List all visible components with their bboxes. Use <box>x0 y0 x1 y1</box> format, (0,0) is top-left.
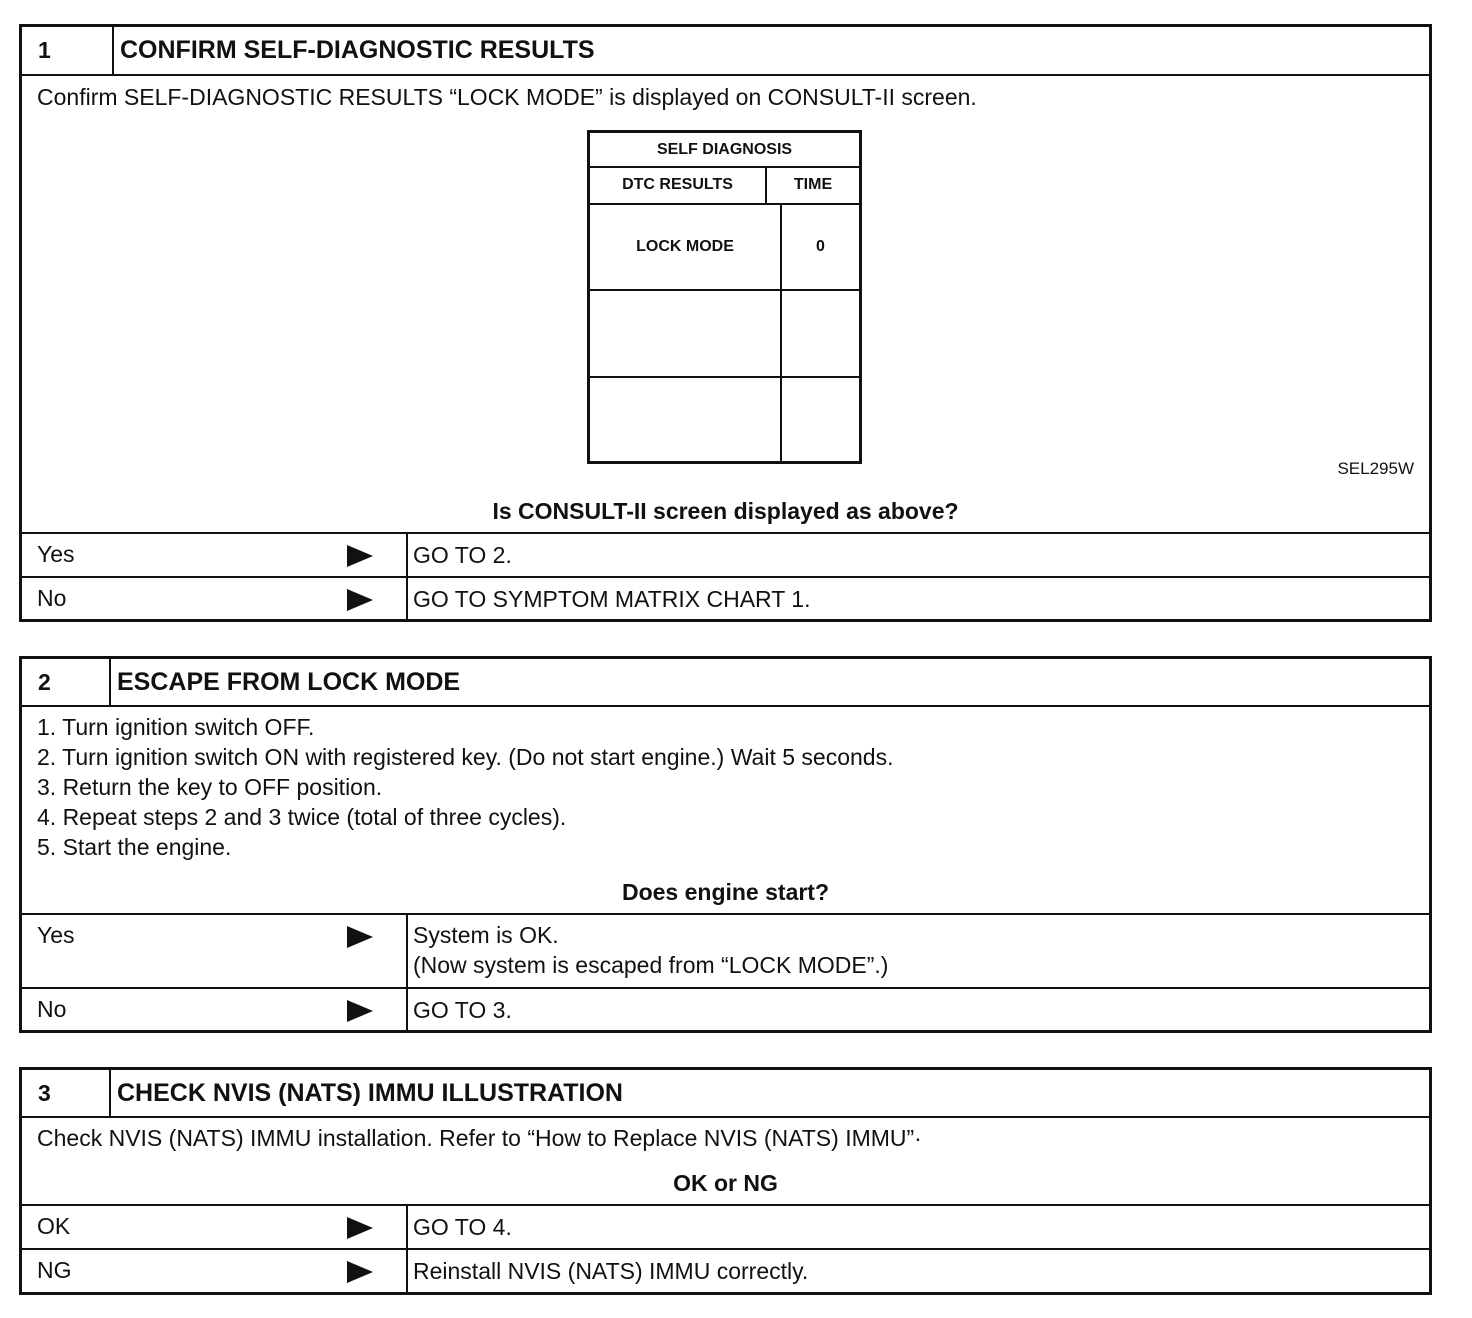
row-result <box>413 920 888 980</box>
row-divider <box>406 534 408 578</box>
result-row <box>22 1248 1429 1294</box>
step-question: Is CONSULT-II screen displayed as above? <box>492 498 959 524</box>
screen-divider <box>590 376 859 378</box>
procedure-step: 2. Turn ignition switch ON with registered key. (Do not start engine.) Wait 5 seconds. <box>37 744 894 770</box>
row-result-line: System is OK. <box>413 922 559 948</box>
row-label: No <box>37 585 67 611</box>
screen-time-value: 0 <box>816 238 825 255</box>
right-arrow-icon <box>347 589 373 611</box>
row-result-line: (Now system is escaped from “LOCK MODE”.) <box>413 952 889 978</box>
screen-result: LOCK MODE <box>636 238 734 255</box>
step-number: 1 <box>22 27 114 74</box>
row-result: GO TO 4. <box>413 1214 512 1240</box>
step-question: OK or NG <box>673 1170 778 1196</box>
step-title: CHECK NVIS (NATS) IMMU ILLUSTRATION <box>117 1078 623 1107</box>
right-arrow-icon <box>347 1217 373 1239</box>
screen-col-dtc: DTC RESULTS <box>622 175 733 193</box>
procedure-step: 5. Start the engine. <box>37 834 232 860</box>
row-result: Reinstall NVIS (NATS) IMMU correctly. <box>413 1258 809 1284</box>
row-divider <box>406 1206 408 1250</box>
step-instruction: Check NVIS (NATS) IMMU installation. Refer to “How to Replace NVIS (NATS) IMMU”· <box>37 1125 922 1151</box>
step-number: 3 <box>22 1070 111 1116</box>
row-label: OK <box>37 1213 71 1239</box>
step-instruction: Confirm SELF-DIAGNOSTIC RESULTS “LOCK MODE” is displayed on CONSULT-II screen. <box>37 84 977 110</box>
step-header <box>22 27 1429 76</box>
row-result: GO TO 2. <box>413 542 512 568</box>
result-row <box>22 532 1429 578</box>
row-label: NG <box>37 1257 72 1283</box>
result-row <box>22 913 1429 989</box>
row-divider <box>406 1250 408 1294</box>
procedure-step: 3. Return the key to OFF position. <box>37 774 383 800</box>
figure-id: SEL295W <box>1337 459 1414 478</box>
procedure-step: 4. Repeat steps 2 and 3 twice (total of three cycles). <box>37 804 567 830</box>
procedure-step: 1. Turn ignition switch OFF. <box>37 714 315 740</box>
step-question: Does engine start? <box>621 879 830 905</box>
step-title: ESCAPE FROM LOCK MODE <box>117 667 461 696</box>
right-arrow-icon <box>347 926 373 948</box>
screen-col-time: TIME <box>793 175 833 193</box>
screen-divider <box>590 289 859 291</box>
right-arrow-icon <box>347 1261 373 1283</box>
step-3-box <box>19 1067 1432 1295</box>
result-row <box>22 987 1429 1033</box>
right-arrow-icon <box>347 1000 373 1022</box>
consult-screen-figure <box>587 130 862 464</box>
row-divider <box>406 989 408 1033</box>
row-label: No <box>37 996 67 1022</box>
row-result: GO TO SYMPTOM MATRIX CHART 1. <box>413 586 811 612</box>
step-header <box>22 659 1429 707</box>
step-2-box <box>19 656 1432 1033</box>
screen-heading: SELF DIAGNOSIS <box>656 140 793 158</box>
step-number: 2 <box>22 659 111 705</box>
step-1-box <box>19 24 1432 622</box>
step-title: CONFIRM SELF-DIAGNOSTIC RESULTS <box>120 36 595 64</box>
row-divider <box>406 915 408 989</box>
row-label: Yes <box>37 541 75 567</box>
row-divider <box>406 578 408 622</box>
row-result: GO TO 3. <box>413 997 512 1023</box>
result-row <box>22 1204 1429 1250</box>
right-arrow-icon <box>347 545 373 567</box>
step-header <box>22 1070 1429 1118</box>
result-row <box>22 576 1429 622</box>
row-label: Yes <box>37 922 75 948</box>
